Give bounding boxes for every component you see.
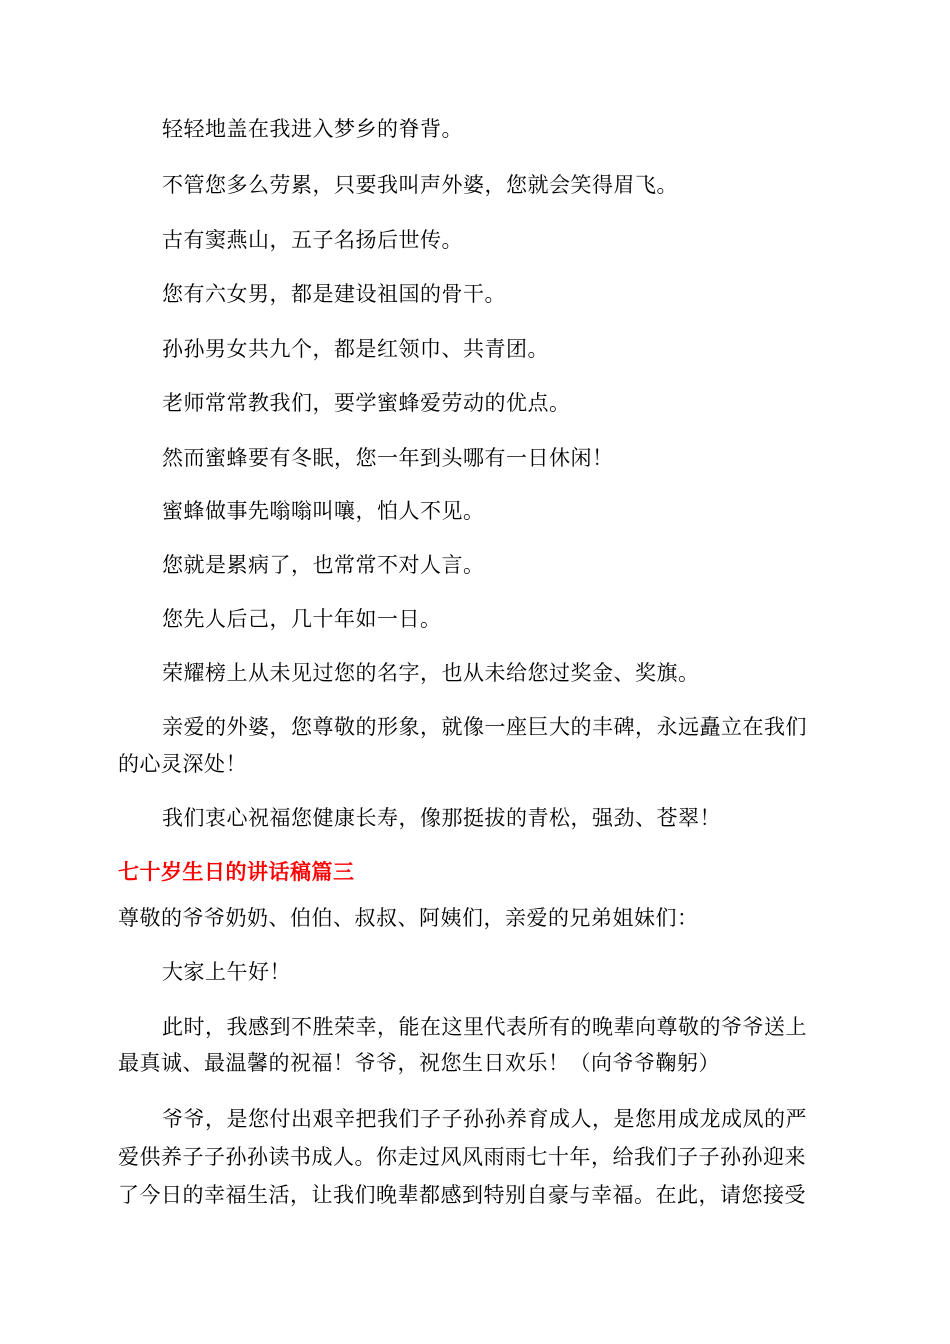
- paragraph-line: 爷爷，是您付出艰辛把我们子子孙孙养育成人，是您用成龙成凤的严: [162, 1107, 807, 1131]
- paragraph-line: 不管您多么劳累，只要我叫声外婆，您就会笑得眉飞。: [162, 173, 678, 197]
- paragraph-line: 的心灵深处！: [118, 752, 247, 776]
- paragraph-line: 尊敬的爷爷奶奶、伯伯、叔叔、阿姨们，亲爱的兄弟姐妹们：: [118, 906, 699, 930]
- paragraph-line: 轻轻地盖在我进入梦乡的脊背。: [162, 117, 463, 141]
- paragraph-line: 您先人后己，几十年如一日。: [162, 607, 442, 631]
- paragraph-line: 老师常常教我们，要学蜜蜂爱劳动的优点。: [162, 391, 571, 415]
- paragraph-line: 此时，我感到不胜荣幸，能在这里代表所有的晚辈向尊敬的爷爷送上: [162, 1015, 807, 1039]
- paragraph-line: 亲爱的外婆，您尊敬的形象，就像一座巨大的丰碑，永远矗立在我们: [162, 715, 807, 739]
- paragraph-line: 大家上午好！: [162, 960, 291, 984]
- paragraph-line: 您就是累病了，也常常不对人言。: [162, 553, 485, 577]
- paragraph-line: 蜜蜂做事先嗡嗡叫嚷，怕人不见。: [162, 499, 485, 523]
- paragraph-line: 了今日的幸福生活，让我们晚辈都感到特别自豪与幸福。在此，请您接受: [118, 1183, 806, 1207]
- paragraph-line: 古有窦燕山，五子名扬后世传。: [162, 228, 463, 252]
- paragraph-line: 荣耀榜上从未见过您的名字，也从未给您过奖金、奖旗。: [162, 661, 700, 685]
- paragraph-line: 您有六女男，都是建设祖国的骨干。: [162, 282, 506, 306]
- paragraph-line: 爱供养子子孙孙读书成人。你走过风风雨雨七十年，给我们子子孙孙迎来: [118, 1145, 806, 1169]
- paragraph-line: 我们衷心祝福您健康长寿，像那挺拔的青松，强劲、苍翠！: [162, 806, 721, 830]
- section-heading: 七十岁生日的讲话稿篇三: [118, 860, 355, 884]
- paragraph-line: 孙孙男女共九个，都是红领巾、共青团。: [162, 337, 549, 361]
- paragraph-line: 最真诚、最温馨的祝福！爷爷，祝您生日欢乐！（向爷爷鞠躬）: [118, 1051, 720, 1075]
- paragraph-line: 然而蜜蜂要有冬眠，您一年到头哪有一日休闲！: [162, 446, 614, 470]
